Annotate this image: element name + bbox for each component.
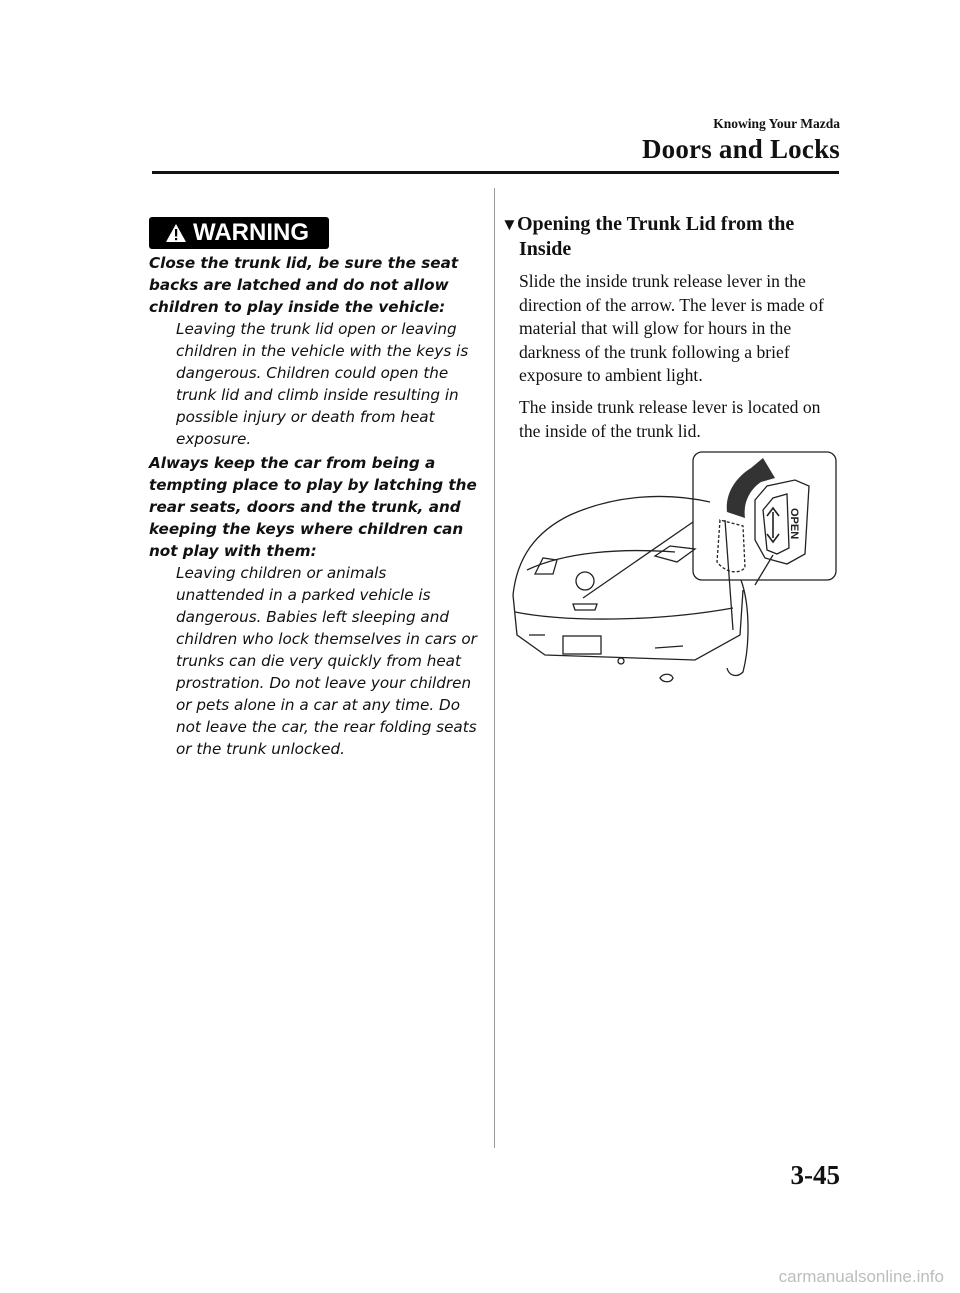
paragraph-location: The inside trunk release lever is located on the inside of the trunk lid. (519, 397, 821, 441)
warning-2-heading: Always keep the car from being a tempting place to play by latching the rear seats, doors and the trunk, and keeping the keys where children can not play with them: (149, 454, 477, 560)
lever-open-label: OPEN (788, 508, 800, 540)
page-number: 3-45 (790, 1160, 840, 1190)
page-title: Doors and Locks (641, 134, 840, 164)
warning-label: WARNING (193, 219, 309, 246)
section-heading (501, 212, 841, 262)
warning-block-1 (149, 252, 477, 450)
warning-1-body: Leaving the trunk lid open or leaving children in the vehicle with the keys is dangerous. Children could open the trunk lid and climb inside resulting in possible injury or death from heat exposure. (176, 320, 469, 448)
watermark: carmanualsonline.info (778, 1267, 944, 1286)
warning-1-heading: Close the trunk lid, be sure the seat backs are latched and do not allow children to play inside the vehicle: (149, 254, 459, 316)
triangle-bullet-icon: ▼ (501, 215, 518, 234)
header-divider (152, 171, 839, 174)
paragraph-instructions: Slide the inside trunk release lever in the direction of the arrow. The lever is made of material that will glow for hours in the darkness of the trunk following a brief exposure to ambient light. (519, 271, 824, 385)
warning-block-2 (149, 452, 477, 760)
header-section-label: Knowing Your Mazda (713, 116, 840, 131)
section-heading-line2: Inside (519, 238, 572, 260)
warning-badge (149, 217, 329, 249)
car-trunk-illustration (505, 450, 840, 695)
warning-icon (165, 223, 187, 243)
column-divider (494, 188, 495, 1148)
warning-2-body: Leaving children or animals unattended in a parked vehicle is dangerous. Babies left sleeping and children who lock themselves in cars or trunks can die very quickly from heat prostration. Do not leave your children or pets alone in a car at any time. Do not leave the car, the rear folding seats or the trunk unlocked. (176, 564, 477, 758)
trunk-release-illustration (505, 450, 840, 695)
section-heading-line1: Opening the Trunk Lid from the (517, 213, 795, 235)
